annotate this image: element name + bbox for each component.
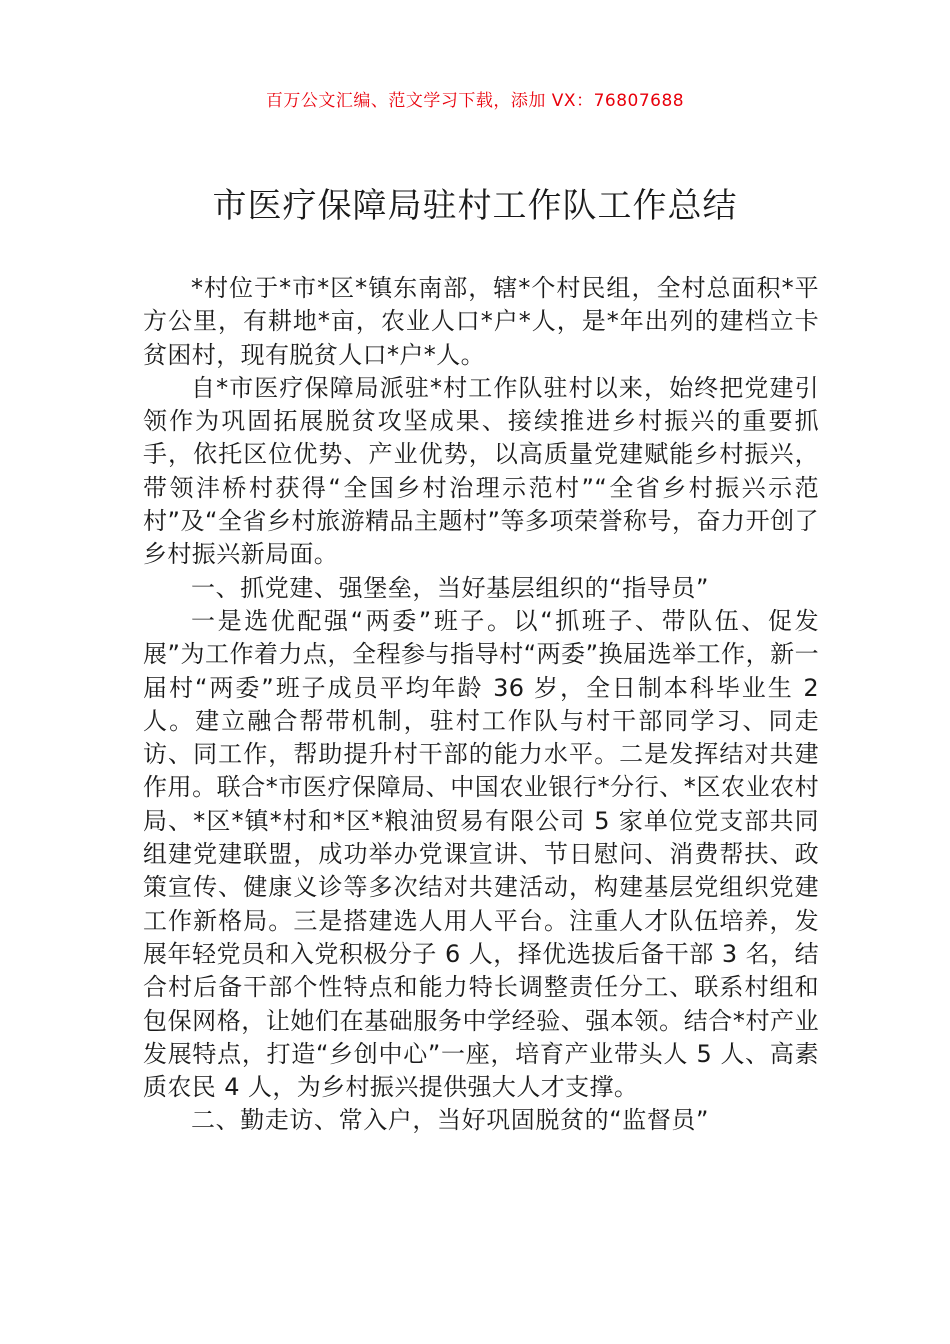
section-heading-1: 一、抓党建、强堡垒，当好基层组织的“指导员” [191, 573, 710, 602]
header-note: 百万公文汇编、范文学习下载，添加 VX：76807688 [265, 91, 685, 111]
paragraph-section-1: 一是选优配强“两委”班子。以“抓班子、带队伍、促发展”为工作着力点，全程参与指导村“两委”换届选举工作，新一届村“两委”班子成员平均年龄 36 岁，全日制本科毕业生 2 人。建立融合帮带机制，驻村工作队与村干部同学习、同走访、同工作，帮助提升村干部的能力水平。二是发挥结对共建作用。联合*市医疗保障局、中国农业银行*分行、*区农业农村局、*区*镇*村和*区*粮油贸易有限公司 5 家单位党支部共同组建党建联盟，成功举办党课宣讲、节日慰问、消费帮扶、政策宣传、健康义诊等多次结对共建活动，构建基层党组织党建工作新格局。三是搭建选人用人平台。注重人才队伍培养，发展年轻党员和入党积极分子 6 人，择优选拔后备干部 3 名，结合村后备干部个性特点和能力特长调整责任分工、联系村组和包保网格，让她们在基础服务中学经验、强本领。结合*村产业发展特点，打造“乡创中心”一座，培育产业带头人 5 人、高素质农民 4 人，为乡村振兴提供强大人才支撑。 [143, 606, 819, 1102]
section-heading-2: 二、勤走访、常入户，当好巩固脱贫的“监督员” [191, 1106, 710, 1135]
paragraph-summary: 自*市医疗保障局派驻*村工作队驻村以来，始终把党建引领作为巩固拓展脱贫攻坚成果、接续推进乡村振兴的重要抓手，依托区位优势、产业优势，以高质量党建赋能乡村振兴，带领沣桥村获得“全国乡村治理示范村”“全省乡村振兴示范村”及“全省乡村旅游精品主题村”等多项荣誉称号，奋力开创了乡村振兴新局面。 [143, 373, 819, 569]
document-body [143, 272, 819, 1138]
paragraph-intro: *村位于*市*区*镇东南部，辖*个村民组，全村总面积*平方公里，有耕地*亩，农业人口*户*人，是*年出列的建档立卡贫困村，现有脱贫人口*户*人。 [143, 274, 819, 369]
page-title: 市医疗保障局驻村工作队工作总结 [212, 186, 738, 226]
